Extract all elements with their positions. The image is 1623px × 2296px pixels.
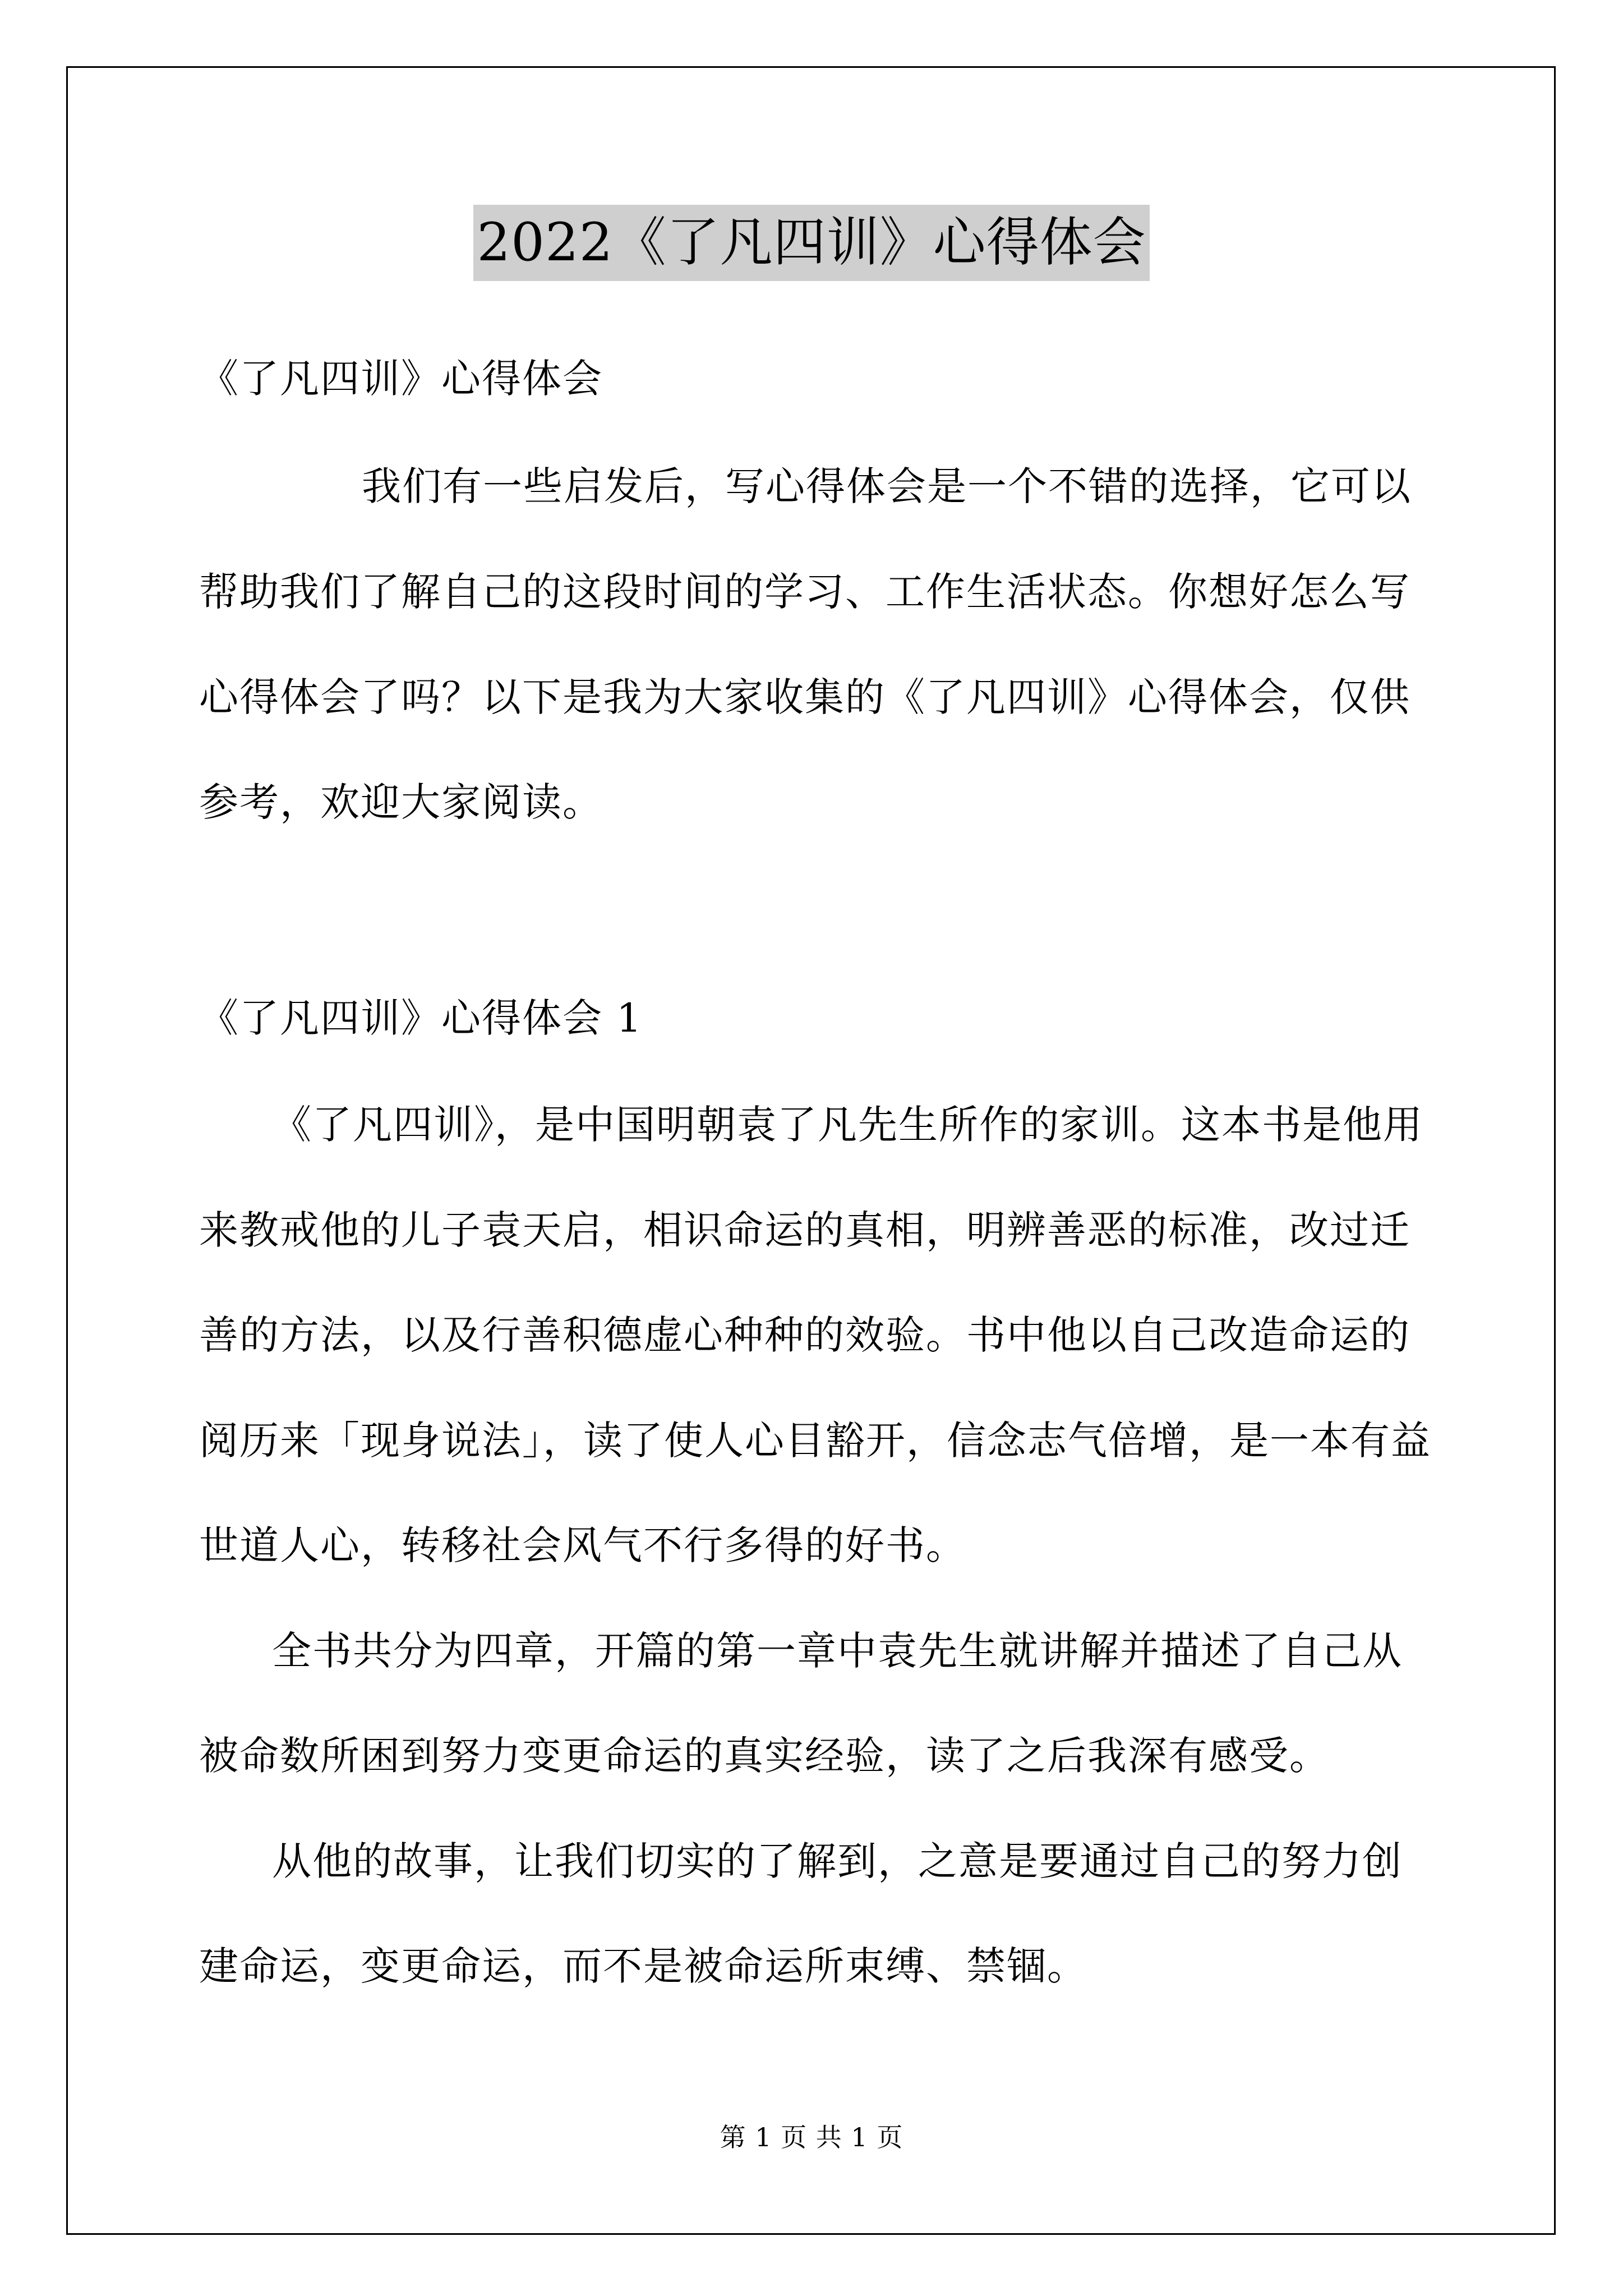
paragraph-line: 善的方法，以及行善积德虚心种种的效验。书中他以自己改造命运的: [199, 1312, 1410, 1358]
title-container: [0, 205, 1623, 281]
paragraph-line: 我们有一些启发后，写心得体会是一个不错的选择，它可以: [362, 463, 1412, 509]
paragraph-line: 建命运，变更命运，而不是被命运所束缚、禁锢。: [199, 1943, 1087, 1989]
paragraph-line: 帮助我们了解自己的这段时间的学习、工作生活状态。你想好怎么写: [199, 569, 1410, 615]
paragraph-line: 世道人心，转移社会风气不行多得的好书。: [199, 1522, 966, 1568]
paragraph-line: 参考，欢迎大家阅读。: [199, 779, 603, 825]
paragraph-line: 心得体会了吗？以下是我为大家收集的《了凡四训》心得体会，仅供: [199, 674, 1410, 720]
document-title: 2022《了凡四训》心得体会: [473, 205, 1149, 281]
section-heading: 《了凡四训》心得体会: [199, 356, 603, 402]
paragraph-line: 从他的故事，让我们切实的了解到，之意是要通过自己的努力创: [272, 1838, 1403, 1884]
paragraph-line: 来教戒他的儿子袁天启，相识命运的真相，明辨善恶的标准，改过迁: [199, 1207, 1410, 1253]
paragraph-line: 全书共分为四章，开篇的第一章中袁先生就讲解并描述了自己从: [272, 1628, 1403, 1674]
paragraph-line: 《了凡四训》，是中国明朝袁了凡先生所作的家训。这本书是他用: [272, 1102, 1423, 1148]
section-heading: 《了凡四训》心得体会 1: [199, 995, 643, 1041]
page-number: 第 1 页 共 1 页: [720, 2122, 903, 2152]
paragraph-line: 阅历来「现身说法」，读了使人心目豁开，信念志气倍增，是一本有益: [199, 1418, 1431, 1464]
paragraph-line: 被命数所困到努力变更命运的真实经验，读了之后我深有感受。: [199, 1733, 1330, 1779]
